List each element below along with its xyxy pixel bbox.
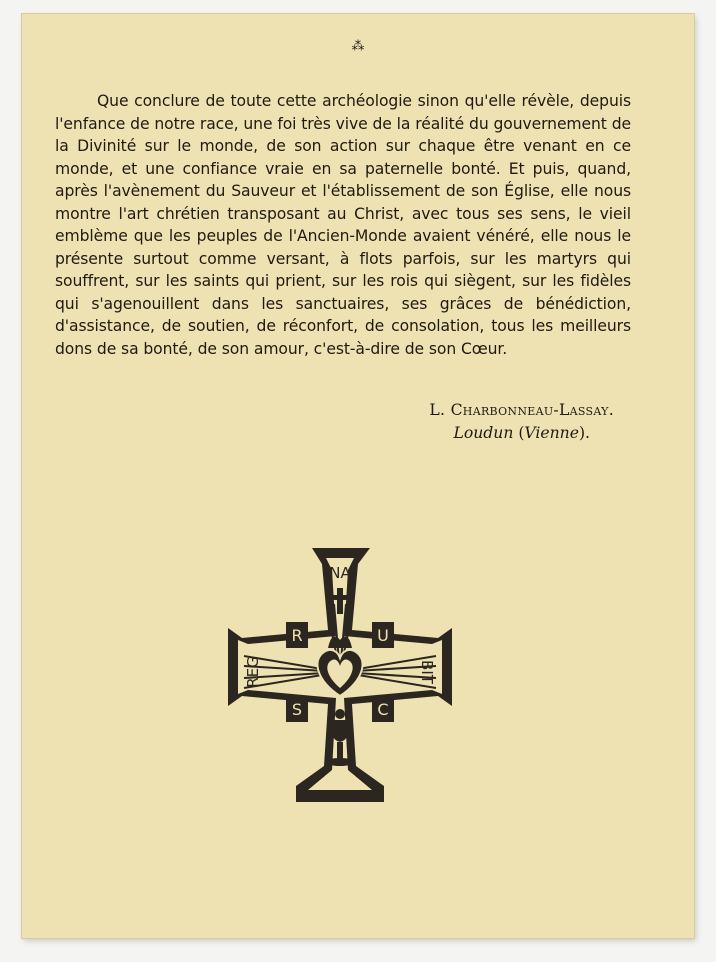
letter-upper-left: R xyxy=(291,626,303,645)
letter-lower-left: S xyxy=(291,700,303,719)
author-location: Loudun (Vienne). xyxy=(453,424,590,442)
sacred-heart-cross-emblem xyxy=(224,544,456,804)
letters-left-arm: REG xyxy=(244,656,262,688)
letter-upper-right: U xyxy=(377,626,389,645)
letters-top: NA xyxy=(329,564,351,582)
page-sheet xyxy=(22,14,694,938)
letter-lower-right: C xyxy=(377,700,389,719)
location-region: Vienne xyxy=(524,424,579,442)
asterism-ornament xyxy=(22,39,694,54)
author-signature: L. Charbonneau-Lassay. xyxy=(429,401,614,419)
main-paragraph: Que conclure de toute cette archéologie sinon qu'elle révèle, depuis l'enfance de notre race, une foi très vive de la réalité du gouvernement de la Divinité sur le monde, de son action sur chaque être venant en ce monde, et une confiance vraie en sa paternelle bonté. Et puis, quand, après l'avènement du Sauveur et l'établissement de son Église, elle nous montre l'art chrétien transposant au Christ, avec tous ses sens, le vieil emblème que les peuples de l'Ancien-Monde avaient vénéré, elle nous le présente surtout comme versant, à flots parfois, sur les martyrs qui souffrent, sur les saints qui prient, sur les rois qui siègent, sur les fidèles qui s'agenouillent dans les sanctuaires, ses grâces de bénédiction, d'assistance, de soutien, de réconfort, de consolation, tous les meilleurs dons de sa bonté, de son amour, c'est-à-dire de son Cœur. xyxy=(55,92,631,358)
location-city: Loudun xyxy=(453,424,514,442)
letters-right-arm: BIT xyxy=(418,660,436,684)
asterism-glyph: ⁂ xyxy=(351,39,365,54)
